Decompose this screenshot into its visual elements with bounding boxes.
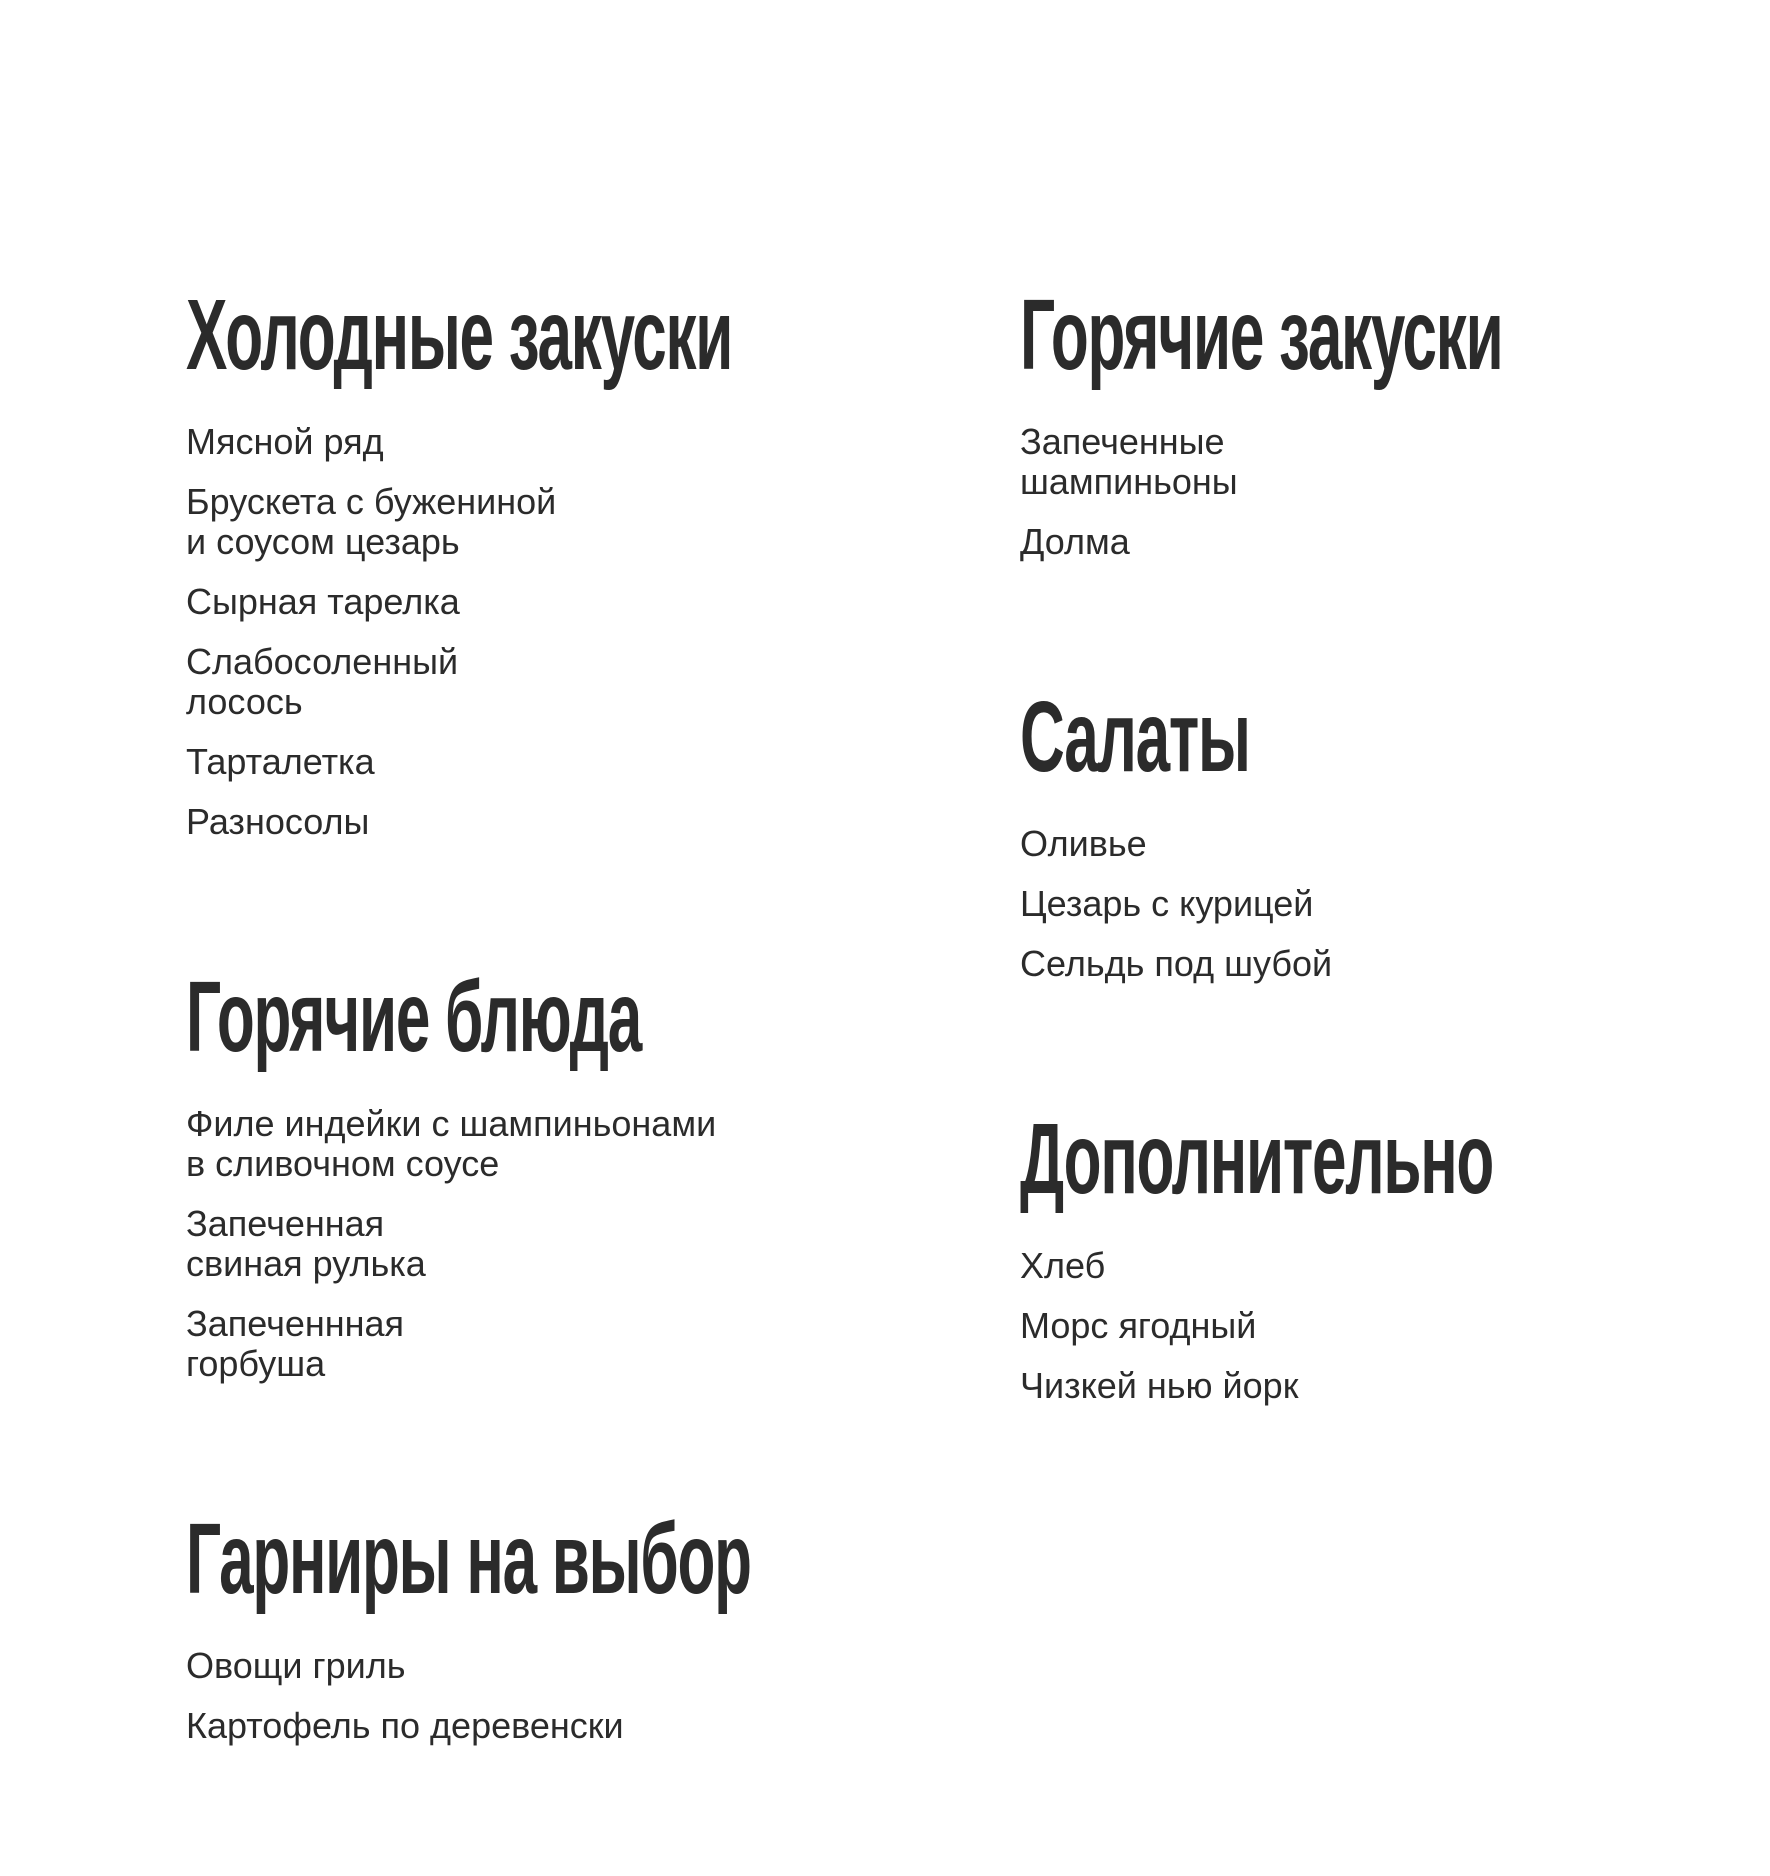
- menu-item: Слабосоленный лосось: [186, 641, 459, 722]
- menu-item: Цезарь с курицей: [1020, 883, 1314, 924]
- menu-section-extras: [1020, 1094, 1720, 1406]
- menu-right-column: [1020, 270, 1720, 1406]
- menu-item: Овощи гриль: [186, 1645, 406, 1686]
- menu-item: Хлеб: [1020, 1245, 1106, 1286]
- menu-left-column: [186, 270, 886, 1746]
- menu-item-list: [186, 1646, 886, 1746]
- menu-section-side-dishes: [186, 1494, 886, 1746]
- section-title: Дополнительно: [1020, 1103, 1494, 1215]
- menu-item: Сельдь под шубой: [1020, 943, 1333, 984]
- menu-item-list: [1020, 1246, 1720, 1406]
- menu-section-salads: [1020, 672, 1720, 984]
- menu-section-hot-dishes: [186, 952, 886, 1384]
- menu-item: Филе индейки с шампиньонами в сливочном соусе: [186, 1103, 717, 1184]
- menu-item: Тарталетка: [186, 741, 375, 782]
- menu-item-list: [1020, 422, 1720, 562]
- section-title: Салаты: [1020, 681, 1250, 793]
- menu-item: Картофель по деревенски: [186, 1705, 624, 1746]
- menu-item: Брускета с бужениной и соусом цезарь: [186, 481, 557, 562]
- menu-item: Запеченная свиная рулька: [186, 1203, 426, 1284]
- menu-item-list: [186, 422, 886, 842]
- menu-item: Запеченные шампиньоны: [1020, 421, 1238, 502]
- menu-item: Морс ягодный: [1020, 1305, 1257, 1346]
- menu-item: Оливье: [1020, 823, 1147, 864]
- section-title: Горячие блюда: [186, 961, 641, 1073]
- section-title: Гарниры на выбор: [186, 1503, 751, 1615]
- menu-section-cold-appetizers: [186, 270, 886, 842]
- menu-item: Долма: [1020, 521, 1130, 562]
- menu-item: Сырная тарелка: [186, 581, 460, 622]
- menu-item: Мясной ряд: [186, 421, 384, 462]
- menu-section-hot-appetizers: [1020, 270, 1720, 562]
- section-title: Горячие закуски: [1020, 279, 1503, 391]
- section-title: Холодные закуски: [186, 279, 733, 391]
- menu-item: Запеченнная горбуша: [186, 1303, 405, 1384]
- menu-item: Разносолы: [186, 801, 370, 842]
- menu-item: Чизкей нью йорк: [1020, 1365, 1299, 1406]
- menu-item-list: [1020, 824, 1720, 984]
- menu-item-list: [186, 1104, 886, 1384]
